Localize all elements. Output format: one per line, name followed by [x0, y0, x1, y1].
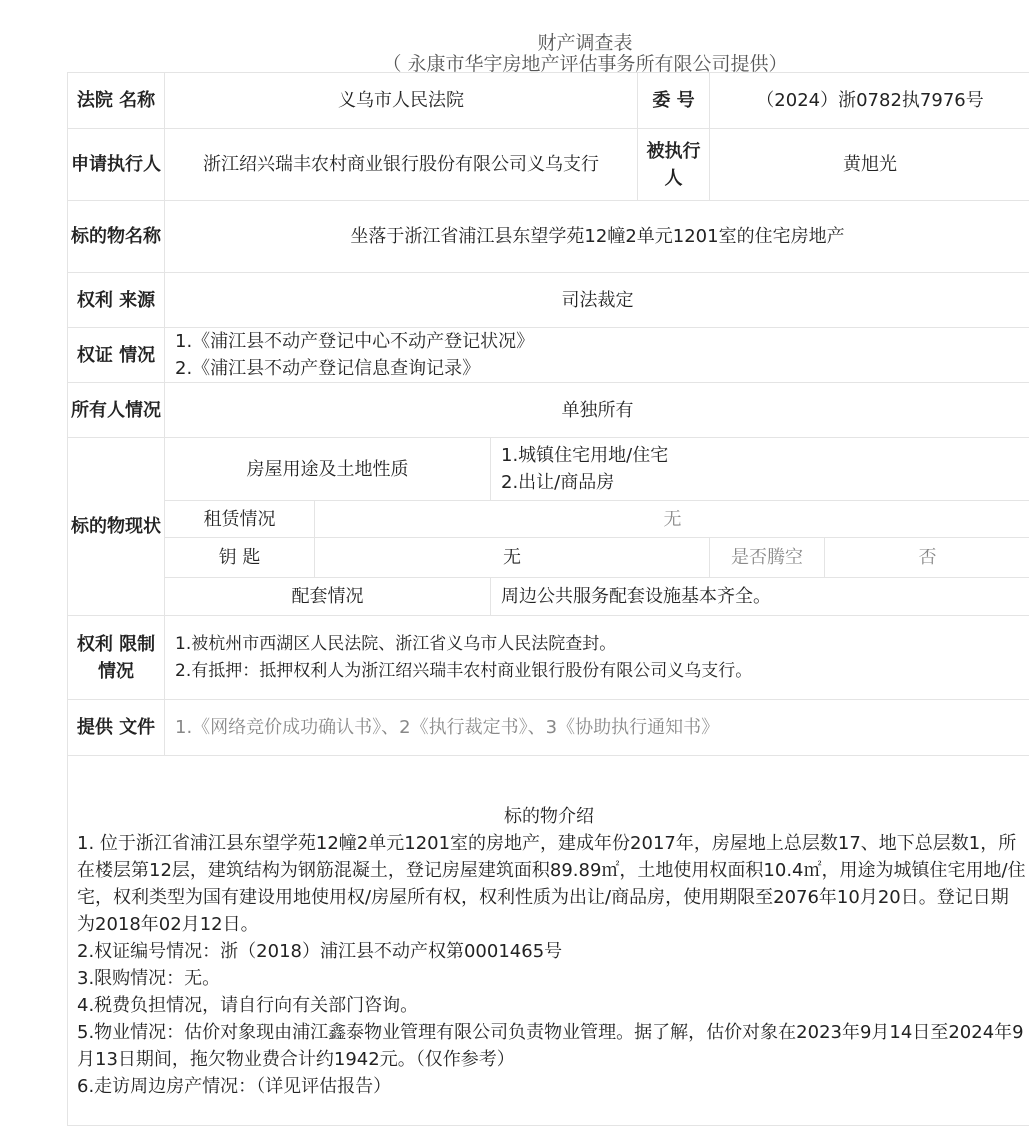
status-label: 标的物现状: [68, 438, 165, 616]
introduction-body: [68, 830, 1029, 1100]
rights-source-label: 权利 来源: [68, 273, 165, 328]
lease-row: [68, 501, 1029, 538]
documents-row: [68, 700, 1029, 756]
commission-value: （2024）浙0782执7976号: [710, 73, 1029, 129]
facilities-label: 配套情况: [165, 578, 491, 616]
applicant-label: 申请执行人: [68, 129, 165, 201]
introduction-cell: [68, 756, 1029, 1126]
parties-row: [68, 129, 1029, 201]
ownership-label: 所有人情况: [68, 383, 165, 438]
property-survey-table: [67, 72, 1029, 1126]
usage-row: [68, 438, 1029, 501]
usage-item: 1.城镇住宅用地/住宅: [501, 442, 1029, 469]
applicant-value: 浙江绍兴瑞丰农村商业银行股份有限公司义乌支行: [165, 129, 638, 201]
page-subtitle: （ 永康市华宇房地产评估事务所有限公司提供）: [0, 49, 1029, 76]
commission-label: 委 号: [638, 73, 710, 129]
introduction-title: 标的物介绍: [68, 803, 1029, 830]
court-row: [68, 73, 1029, 129]
subject-name-label: 标的物名称: [68, 201, 165, 273]
facilities-value: 周边公共服务配套设施基本齐全。: [491, 578, 1029, 616]
introduction-paragraph: 3.限购情况：无。: [77, 965, 1026, 992]
introduction-paragraph: 5.物业情况：估价对象现由浦江鑫泰物业管理有限公司负责物业管理。据了解，估价对象在2023年9月14日至2024年9月13日期间，拖欠物业费合计约1942元。（仅作参考）: [77, 1019, 1026, 1073]
restriction-value: [165, 616, 1029, 700]
vacated-value: 否: [825, 538, 1029, 578]
certificate-value: [165, 328, 1029, 383]
introduction-paragraph: 4.税费负担情况，请自行向有关部门咨询。: [77, 992, 1026, 1019]
introduction-paragraph: 6.走访周边房产情况：（详见评估报告）: [77, 1073, 1026, 1100]
restriction-row: [68, 616, 1029, 700]
key-row: [68, 538, 1029, 578]
lease-label: 租赁情况: [165, 501, 315, 538]
certificate-item: 2.《浦江县不动产登记信息查询记录》: [175, 355, 1029, 382]
page-title: 财产调查表: [0, 28, 1029, 55]
usage-value: [491, 438, 1029, 501]
usage-item: 2.出让/商品房: [501, 469, 1029, 496]
certificate-item: 1.《浦江县不动产登记中心不动产登记状况》: [175, 328, 1029, 355]
subject-name-value: 坐落于浙江省浦江县东望学苑12幢2单元1201室的住宅房地产: [165, 201, 1029, 273]
introduction-row: [68, 756, 1029, 1126]
ownership-value: 单独所有: [165, 383, 1029, 438]
rights-source-row: [68, 273, 1029, 328]
key-value: 无: [315, 538, 710, 578]
lease-value: 无: [315, 501, 1029, 538]
restriction-item: 1.被杭州市西湖区人民法院、浙江省义乌市人民法院查封。: [175, 631, 1029, 658]
certificate-row: [68, 328, 1029, 383]
court-value: 义乌市人民法院: [165, 73, 638, 129]
key-label: 钥 匙: [165, 538, 315, 578]
restriction-item: 2.有抵押：抵押权利人为浙江绍兴瑞丰农村商业银行股份有限公司义乌支行。: [175, 658, 1029, 685]
documents-label: 提供 文件: [68, 700, 165, 756]
respondent-value: 黄旭光: [710, 129, 1029, 201]
vacated-label: 是否腾空: [710, 538, 825, 578]
restriction-label: 权利 限制情况: [68, 616, 165, 700]
facilities-row: [68, 578, 1029, 616]
introduction-paragraph: 2.权证编号情况：浙（2018）浦江县不动产权第0001465号: [77, 938, 1026, 965]
ownership-row: [68, 383, 1029, 438]
certificate-label: 权证 情况: [68, 328, 165, 383]
respondent-label: 被执行人: [638, 129, 710, 201]
documents-value: 1.《网络竞价成功确认书》、2《执行裁定书》、3《协助执行通知书》: [165, 700, 1029, 756]
rights-source-value: 司法裁定: [165, 273, 1029, 328]
usage-label: 房屋用途及土地性质: [165, 438, 491, 501]
subject-name-row: [68, 201, 1029, 273]
court-label: 法院 名称: [68, 73, 165, 129]
introduction-paragraph: 1. 位于浙江省浦江县东望学苑12幢2单元1201室的房地产，建成年份2017年，房屋地上总层数17、地下总层数1，所在楼层第12层，建筑结构为钢筋混凝土，登记房屋建筑面积89.89㎡，土地使用权面积10.4㎡，用途为城镇住宅用地/住宅，权利类型为国有建设用地使用权/房屋所有权，权利性质为出让/商品房，使用期限至2076年10月20日。登记日期为2018年02月12日。: [77, 830, 1026, 938]
